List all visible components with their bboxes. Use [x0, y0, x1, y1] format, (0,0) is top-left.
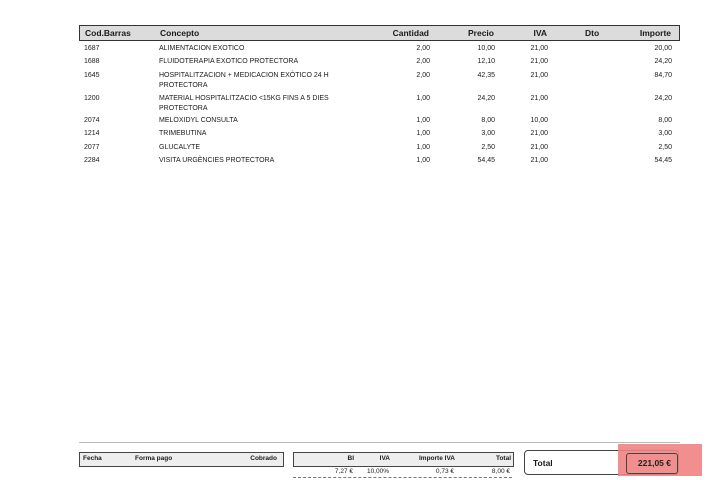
payment-date-label: Fecha	[83, 455, 102, 462]
row-amount: 54,45	[654, 157, 672, 164]
row-amount: 2,50	[658, 144, 672, 151]
header-iva: IVA	[533, 28, 547, 38]
row-amount: 8,00	[658, 117, 672, 124]
row-quantity: 2,00	[416, 58, 430, 65]
table-row	[79, 156, 680, 169]
tax-bi-value: 7,27 €	[334, 468, 353, 475]
row-amount: 84,70	[654, 72, 672, 79]
table-row	[79, 116, 680, 129]
row-code: 1687	[84, 45, 100, 52]
row-price: 24,20	[477, 95, 495, 102]
row-concept: MELOXIDYL CONSULTA	[159, 117, 238, 124]
table-row	[79, 129, 680, 143]
header-quantity: Cantidad	[392, 28, 429, 38]
row-iva: 10,00	[530, 117, 548, 124]
total-value-box	[626, 453, 678, 474]
footer-divider	[79, 442, 680, 443]
tax-bi-label: BI	[347, 455, 354, 462]
tax-iva-value: 10,00%	[366, 468, 389, 475]
row-code: 1200	[84, 95, 100, 102]
row-concept: TRIMEBUTINA	[159, 130, 207, 137]
row-iva: 21,00	[530, 144, 548, 151]
row-quantity: 2,00	[416, 72, 430, 79]
row-iva: 21,00	[530, 72, 548, 79]
row-amount: 3,00	[658, 130, 672, 137]
row-iva: 21,00	[530, 58, 548, 65]
header-code: Cod.Barras	[85, 28, 131, 38]
row-code: 1214	[84, 130, 100, 137]
row-iva: 21,00	[530, 157, 548, 164]
row-quantity: 2,00	[416, 45, 430, 52]
total-value: 221,05 €	[637, 458, 671, 468]
header-discount: Dto	[585, 28, 600, 38]
row-concept: MATERIAL HOSPITALITZACIO <15KG FINS A 5 DIES PROTECTORA	[159, 95, 329, 112]
row-concept: HOSPITALITZACION + MEDICACION EXÓTICO 24 H PROTECTORA	[159, 72, 329, 89]
row-price: 54,45	[477, 157, 495, 164]
row-code: 1645	[84, 72, 100, 79]
table-row	[79, 57, 680, 71]
payment-header	[79, 452, 284, 467]
items-table-header	[79, 25, 680, 41]
row-price: 12,10	[477, 58, 495, 65]
row-amount: 24,20	[654, 95, 672, 102]
row-quantity: 1,00	[416, 144, 430, 151]
tax-summary-row	[293, 467, 512, 478]
row-concept: VISITA URGÈNCIES PROTECTORA	[159, 157, 275, 164]
tax-iva-label: IVA	[379, 455, 390, 462]
row-code: 2077	[84, 144, 100, 151]
tax-iva-amount-label: Importe IVA	[419, 455, 455, 462]
tax-iva-amount-value: 0,73 €	[435, 468, 454, 475]
row-quantity: 1,00	[416, 130, 430, 137]
row-concept: ALIMENTACION EXOTICO	[159, 45, 245, 52]
total-label: Total	[533, 458, 553, 468]
row-price: 3,00	[481, 130, 495, 137]
items-table	[79, 25, 680, 169]
header-concept: Concepto	[160, 28, 200, 38]
header-amount: Importe	[639, 28, 671, 38]
payment-method-label: Forma pago	[135, 455, 173, 462]
table-row	[79, 143, 680, 156]
row-iva: 21,00	[530, 95, 548, 102]
tax-total-value: 8,00 €	[491, 468, 510, 475]
row-price: 42,35	[477, 72, 495, 79]
table-row	[79, 94, 680, 116]
payment-paid-label: Cobrado	[250, 455, 277, 462]
row-price: 8,00	[481, 117, 495, 124]
table-row	[79, 71, 680, 94]
row-price: 2,50	[481, 144, 495, 151]
row-code: 2074	[84, 117, 100, 124]
row-quantity: 1,00	[416, 157, 430, 164]
row-amount: 20,00	[654, 45, 672, 52]
row-amount: 24,20	[654, 58, 672, 65]
row-code: 2284	[84, 157, 100, 164]
header-price: Precio	[468, 28, 494, 38]
row-concept: GLUCALYTE	[159, 144, 201, 151]
tax-summary-header	[293, 452, 514, 467]
row-price: 10,00	[477, 45, 495, 52]
row-quantity: 1,00	[416, 117, 430, 124]
row-iva: 21,00	[530, 130, 548, 137]
row-iva: 21,00	[530, 45, 548, 52]
row-concept: FLUIDOTERAPIA EXOTICO PROTECTORA	[159, 58, 299, 65]
tax-total-label: Total	[495, 455, 511, 462]
table-row	[79, 44, 680, 57]
row-quantity: 1,00	[416, 95, 430, 102]
row-code: 1688	[84, 58, 100, 65]
